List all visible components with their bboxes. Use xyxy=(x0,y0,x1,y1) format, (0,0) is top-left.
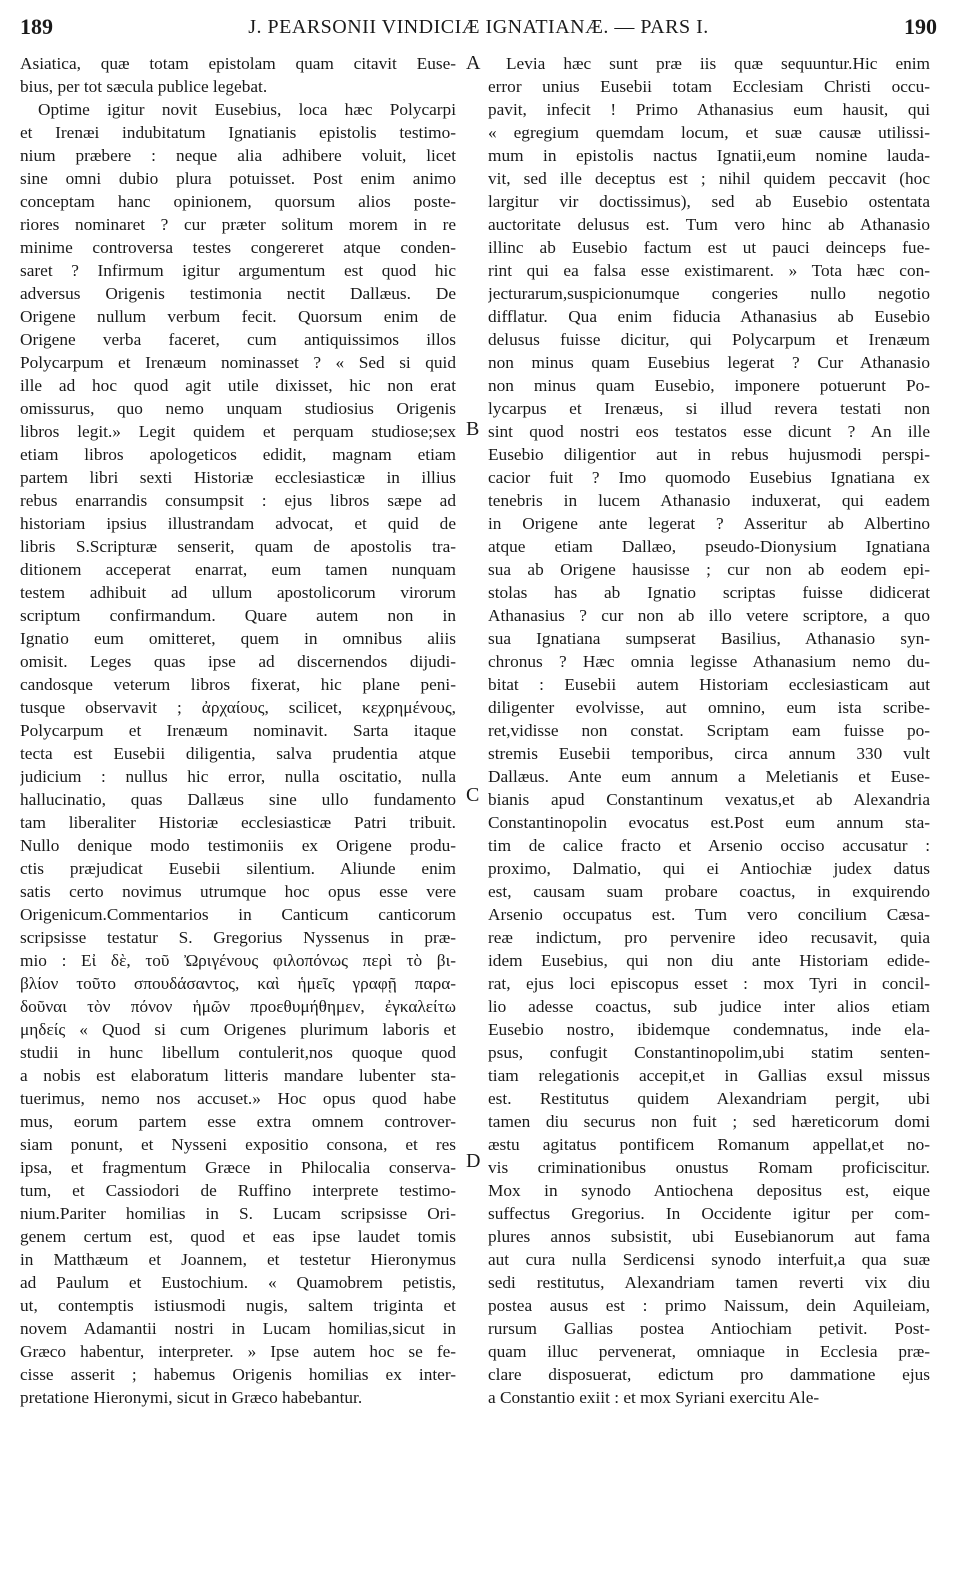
left-column xyxy=(20,52,456,1409)
text-line: a nobis est elaboratum litteris mandare lubenter sta- xyxy=(20,1066,456,1085)
text-line: sedi restitutus, Alexandriam tamen reverti vix diu xyxy=(488,1273,930,1292)
text-line: ret,vidisse non constat. Scriptam eam fuisse po- xyxy=(488,721,930,740)
text-line: sua Ignatiana sumpserat Basilius, Athanasio syn- xyxy=(488,629,930,648)
text-line: bitat : Eusebii autem Historiam ecclesiasticam aut xyxy=(488,675,930,694)
text-line: omisit. Leges quas ipse ad discernendos dijudi- xyxy=(20,652,456,671)
text-line: bius, per tot sæcula publice legebat. xyxy=(20,77,268,96)
text-line: non minus quam Eusebio, imponere potuerunt Po- xyxy=(488,376,930,395)
text-line: in Origene ante legerat ? Asseritur ab Albertino xyxy=(488,514,930,533)
text-line: partem libri sexti Historiæ ecclesiasticæ in illius xyxy=(20,468,456,487)
running-title: J. PEARSONII VINDICIÆ IGNATIANÆ. — PARS I. xyxy=(248,16,709,38)
text-line: minime controversa testes congereret atque conden- xyxy=(20,238,456,257)
text-line: rebus enarrandis consumpsit : ejus libros sæpe ad xyxy=(20,491,456,510)
text-line: jecturarum,suspicionumque congeries nullo negotio xyxy=(488,284,930,303)
text-line: Græco habentur, interpreter. » Ipse autem hoc se fe- xyxy=(20,1342,456,1361)
margin-letter-a: A xyxy=(466,52,481,74)
text-line: a Constantio exiit : et mox Syriani exercitu Ale- xyxy=(488,1388,820,1407)
text-line: stolas has ab Ignatio scriptas fuisse didicerat xyxy=(488,583,930,602)
text-line: mum in epistolis nactus Ignatii,eum nomine lauda- xyxy=(488,146,930,165)
text-line: Origene verba faceret, cum antiquissimos illos xyxy=(20,330,456,349)
text-line: satis certo novimus utrumque hoc opus esse vere xyxy=(20,882,456,901)
text-line: rint qui ea falsa esse existimarent. » Tota hæc con- xyxy=(488,261,930,280)
right-column xyxy=(488,52,930,1409)
margin-letter-d: D xyxy=(466,1150,481,1172)
text-line: candosque veterum libros fixerat, hic plane peni- xyxy=(20,675,456,694)
text-line: est. Restitutus quidem Alexandriam pergit, ubi xyxy=(488,1089,930,1108)
text-line: nium præbere : neque alia adhibere voluit, licet xyxy=(20,146,456,165)
text-line: Eusebio diligentior aut in rebus hujusmodi perspi- xyxy=(488,445,930,464)
text-line: reæ indictum, pro pervenire ideo recusavit, quia xyxy=(488,928,930,947)
text-line: Ignatio eum omitteret, quem in omnibus aliis xyxy=(20,629,456,648)
text-line: ipsa, et fragmentum Græce in Philocalia conserva- xyxy=(20,1158,456,1177)
text-line: Arsenio occupatus est. Tum vero concilium Cæsa- xyxy=(488,905,930,924)
text-line: difflatur. Qua enim fiducia Athanasius ab Eusebio xyxy=(488,307,930,326)
text-line: tusque observavit ; ἀρχαίους, scilicet, κεχρημένους, xyxy=(20,698,456,717)
text-line: Athanasius ? cur non ab illo vetere scriptore, a quo xyxy=(488,606,930,625)
text-line: cacior fuit ? Imo quomodo Eusebius Ignatiana ex xyxy=(488,468,930,487)
text-line: nium.Pariter homilias in S. Lucam scripsisse Ori- xyxy=(20,1204,456,1223)
text-line: studii in hunc libellum contulerit,nos quoque quod xyxy=(20,1043,456,1062)
text-line: tuerimus, nemo nos accuset.» Hoc opus quod habe xyxy=(20,1089,456,1108)
text-line: atque etiam Dallæo, pseudo-Dionysium Ignatiana xyxy=(488,537,930,556)
text-line: lio adesse coactus, sub judice inter alios etiam xyxy=(488,997,930,1016)
text-line: libros legit.» Legit quidem et perquam studiose;sex xyxy=(20,422,456,441)
text-line: Nullo denique modo testimoniis ex Origene produ- xyxy=(20,836,456,855)
text-line: auctoritate delusus est. Tum vero hinc ab Athanasio xyxy=(488,215,930,234)
text-line: rursum Gallias postea Antiochiam petivit. Post- xyxy=(488,1319,930,1338)
page-number-left: 189 xyxy=(20,14,53,39)
text-line: genem certum est, quod et eas ipse laudet tomis xyxy=(20,1227,456,1246)
text-line: rat, ejus loci episcopus esset : mox Tyri in concil- xyxy=(488,974,930,993)
margin-letter-b: B xyxy=(466,418,480,440)
text-line: delusus fuisse dicitur, qui Polycarpum et Irenæum xyxy=(488,330,930,349)
running-header xyxy=(18,10,939,44)
text-line: mus, eorum partem esse extra omnem controver- xyxy=(20,1112,456,1131)
text-line: tiam relegationis accepit,et in Gallias exsul missus xyxy=(488,1066,930,1085)
text-line: cisse asserit ; habemus Origenis homilias ex inter- xyxy=(20,1365,456,1384)
text-line: diligenter evolvisse, aut omnino, eum ista scribe- xyxy=(488,698,930,717)
text-line: μηδείς « Quod si cum Origenes plurimum laboris et xyxy=(20,1020,456,1039)
text-line: novem Adamantii nostri in Lucam homilias,sicut in xyxy=(20,1319,456,1338)
text-line: Polycarpum et Irenæum nominavit. Sarta itaque xyxy=(20,721,456,740)
text-line: psus, confugit Constantinopolim,ubi statim senten- xyxy=(488,1043,930,1062)
text-line: pavit, infecit ! Primo Athanasius eum hausit, qui xyxy=(488,100,930,119)
text-line: Optime igitur novit Eusebius, loca hæc Polycarpi xyxy=(38,100,456,119)
text-line: clare disposuerat, edictum pro dammatione ejus xyxy=(488,1365,930,1384)
text-line: judicium : nullus hic error, nulla oscitatio, nulla xyxy=(20,767,456,786)
text-line: ille ad hoc quod agit utile dixisset, hic non erat xyxy=(20,376,456,395)
text-line: ut, contemptis istiusmodi nugis, saltem triginta et xyxy=(20,1296,456,1315)
text-line: libris S.Scripturæ senserit, quam de apostolis tra- xyxy=(20,537,456,556)
text-line: æstu agitatus pontificem Romanum appellat,et no- xyxy=(488,1135,930,1154)
text-line: in Matthæum et Joannem, et testetur Hieronymus xyxy=(20,1250,456,1269)
text-line: adversus Origenis testimonia nectit Dallæus. De xyxy=(20,284,456,303)
text-line: idem Eusebius, qui non diu ante Historiam edide- xyxy=(488,951,930,970)
text-line: illinc ab Eusebio factum est ut pauci deinceps fue- xyxy=(488,238,930,257)
text-line: tecta est Eusebii diligentia, salva prudentia atque xyxy=(20,744,456,763)
text-line: mio : Εἰ δὲ, τοῦ Ὠριγένους φιλοπόνως περὶ τὸ βι- xyxy=(20,951,456,970)
text-line: plures annos subsistit, ubi Eusebianorum aut fama xyxy=(488,1227,930,1246)
text-line: scriptum confirmandum. Quare autem non in xyxy=(20,606,456,625)
text-line: Dallæus. Ante eum annum a Meletianis et Euse- xyxy=(488,767,930,786)
text-line: pretatione Hieronymi, sicut in Græco habebantur. xyxy=(20,1388,363,1407)
text-line: sine omni dubio plura potuisset. Post enim animo xyxy=(20,169,456,188)
text-line: Asiatica, quæ totam epistolam quam citavit Euse- xyxy=(20,54,456,73)
text-line: Origene nullum verbum fecit. Quorsum enim de xyxy=(20,307,456,326)
text-line: siam ponunt, et Nysseni expositio consona, et res xyxy=(20,1135,456,1154)
text-line: Origenicum.Commentarios in Canticum canticorum xyxy=(20,905,456,924)
text-line: chronus ? Hæc omnia legisse Athanasium nemo du- xyxy=(488,652,930,671)
text-line: tim de calice fracto et Arsenio occiso accusatur : xyxy=(488,836,930,855)
text-line: omissurus, quo nemo unquam studiosius Origenis xyxy=(20,399,456,418)
text-line: Levia hæc sunt præ iis quæ sequuntur.Hic enim xyxy=(506,54,930,73)
text-line: vis criminationibus onustus Romam proficiscitur. xyxy=(488,1158,930,1177)
text-line: tamen diu securus non fuit ; sed hæreticorum domi xyxy=(488,1112,930,1131)
text-line: « egregium quemdam locum, et suæ causæ utilissi- xyxy=(488,123,930,142)
text-line: scripsisse testatur S. Gregorius Nyssenus in præ- xyxy=(20,928,456,947)
text-line: historiam ipsius illustrandam advocat, et quid de xyxy=(20,514,456,533)
text-line: proximo, Dalmatio, qui ei Antiochiæ judex datus xyxy=(488,859,930,878)
text-line: Polycarpum et Irenæum nominasset ? « Sed si quid xyxy=(20,353,456,372)
text-line: sint quod nostri eos testatos esse dicunt ? An ille xyxy=(488,422,930,441)
text-line: bianis apud Constantinum vexatus,et ab Alexandria xyxy=(488,790,930,809)
text-line: vit, sed ille deceptus est ; nihil quidem peccavit (hoc xyxy=(488,169,930,188)
text-line: largitur vir doctissimus), sed ab Eusebio ostentata xyxy=(488,192,930,211)
text-line: conceptam hanc opinionem, quorsum alios poste- xyxy=(20,192,456,211)
text-line: et Irenæi indubitatum Ignatianis epistolis testimo- xyxy=(20,123,456,142)
text-line: βλίον τοῦτο σπουδάσαντος, καὶ ἡμεῖς γραφῇ παρα- xyxy=(20,974,456,993)
text-line: Eusebio nostro, ibidemque condemnatus, inde ela- xyxy=(488,1020,930,1039)
text-line: δοῦναι τὸν πόνον ἡμῶν προεθυμήθημεν, ἐγκαλείτω xyxy=(20,997,456,1016)
text-line: saret ? Infirmum igitur argumentum est quod hic xyxy=(20,261,456,280)
text-line: ctis præjudicat Eusebii silentium. Aliunde enim xyxy=(20,859,456,878)
text-line: quam illuc pervenerat, omniaque in Ecclesia præ- xyxy=(488,1342,930,1361)
page-number-right: 190 xyxy=(904,14,937,39)
text-line: hallucinatio, quas Dallæus sine ullo fundamento xyxy=(20,790,456,809)
text-line: ad Paulum et Eustochium. « Quamobrem petistis, xyxy=(20,1273,456,1292)
text-line: tum, et Cassiodori de Ruffino interprete testimo- xyxy=(20,1181,456,1200)
text-line: sua ab Origene hausisse ; cur non ab eodem epi- xyxy=(488,560,930,579)
text-line: lycarpus et Irenæus, si illud revera testati non xyxy=(488,399,930,418)
text-line: tenebris in lucem Athanasio induxerat, qui eadem xyxy=(488,491,930,510)
margin-letter-c: C xyxy=(466,784,480,806)
text-line: Mox in synodo Antiochena depositus est, eique xyxy=(488,1181,930,1200)
text-line: stremis Eusebii temporibus, circa annum 330 vult xyxy=(488,744,930,763)
text-line: riores nominaret ? cur præter solitum morem in re xyxy=(20,215,456,234)
text-line: aut cura nulla Serdicensi synodo interfuit,a qua suæ xyxy=(488,1250,930,1269)
text-line: postea ausus est : primo Naissum, dein Aquileiam, xyxy=(488,1296,930,1315)
text-line: error unius Eusebii totam Ecclesiam Christi occu- xyxy=(488,77,930,96)
text-line: etiam libros apologeticos edidit, magnam etiam xyxy=(20,445,456,464)
text-line: Constantinopolin evocatus est.Post eum annum sta- xyxy=(488,813,930,832)
text-line: ditionem acceperat enarrat, eum tamen nunquam xyxy=(20,560,456,579)
text-line: est, causam suam probare coactus, in exquirendo xyxy=(488,882,930,901)
text-line: suffectus Gregorius. In Occidente igitur per com- xyxy=(488,1204,930,1223)
text-line: non minus quam Eusebius legerat ? Cur Athanasio xyxy=(488,353,930,372)
text-line: testem adhibuit ad ullum apostolicorum virorum xyxy=(20,583,456,602)
text-line: tam liberaliter Historiæ ecclesiasticæ Patri tribuit. xyxy=(20,813,456,832)
